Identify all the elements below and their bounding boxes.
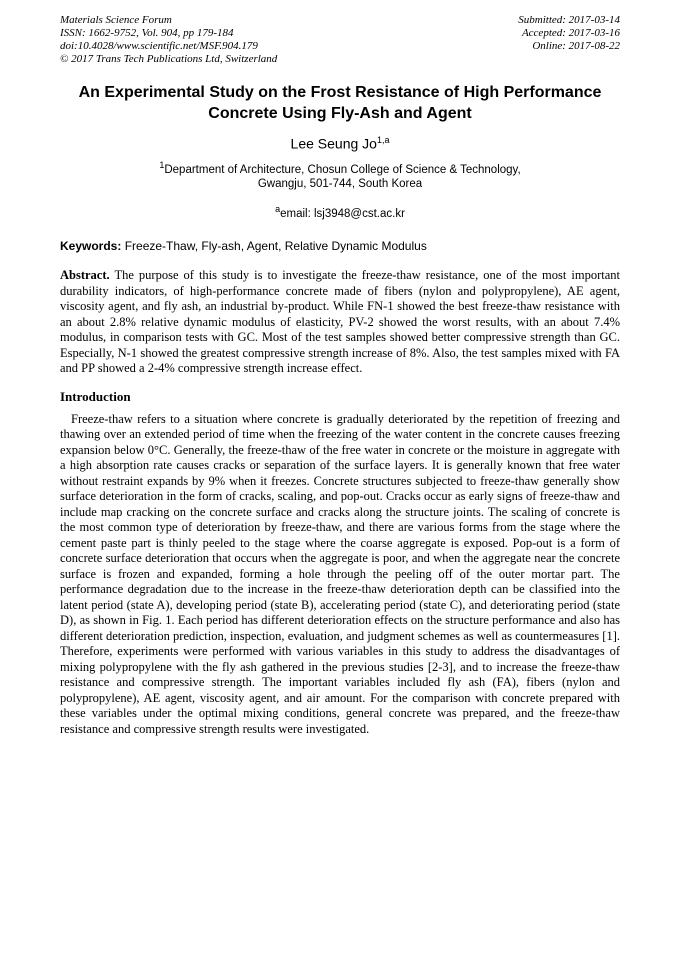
email-superscript: a <box>275 204 281 215</box>
author-name: Lee Seung Jo <box>290 135 377 152</box>
author-superscript: 1,a <box>376 135 390 145</box>
affiliation-superscript: 1 <box>159 159 165 170</box>
author-line <box>60 130 620 154</box>
page-header <box>60 14 620 66</box>
abstract-label: Abstract. <box>60 268 110 283</box>
title-line-1: An Experimental Study on the Frost Resistance of High Performance <box>78 84 602 101</box>
title-line-2: Concrete Using Fly-Ash and Agent <box>208 105 472 122</box>
email-text: email: lsj3948@cst.ac.kr <box>280 208 405 221</box>
date-online: Online: 2017-08-22 <box>532 40 620 52</box>
email-line <box>60 202 620 222</box>
page-title <box>60 82 620 124</box>
section-heading-introduction: Introduction <box>60 388 131 404</box>
journal-info <box>60 14 277 66</box>
date-submitted: Submitted: 2017-03-14 <box>518 14 620 26</box>
keywords-text: Freeze-Thaw, Fly-ash, Agent, Relative Dynamic Modulus <box>121 239 427 254</box>
submission-dates <box>518 14 620 53</box>
affiliation-line-1: Department of Architecture, Chosun College of Science & Technology, <box>164 163 521 176</box>
date-accepted: Accepted: 2017-03-16 <box>521 27 620 39</box>
journal-copyright: © 2017 Trans Tech Publications Ltd, Switzerland <box>60 53 278 65</box>
affiliation <box>60 158 620 193</box>
keywords-line <box>60 238 620 254</box>
abstract <box>60 268 620 377</box>
keywords-label: Keywords: <box>60 239 122 254</box>
introduction-paragraph: Freeze-thaw refers to a situation where concrete is gradually deteriorated by the repetition of freezing and thawing over an extended period of time when the freezing of the water content in the concrete causes freezing expansion below 0°C. Generally, the freeze-thaw of the free water in concrete or the moisture in aggregate with a high absorption rate causes cracks or separation of the surface layers. It is generally known that free water without restraint expands by 9% when it freezes. Concrete structures subjected to freeze-thaw generally show surface deterioration in the form of cracks, scaling, and pop-out. Cracks occur as early signs of freeze-thaw and include map cracking on the concrete surface and cracks along the structure joints. The scaling of concrete is the most common type of deterioration by freeze-thaw, and there are various forms from the stage where the cement paste part is thinly peeled to the stage where the coarse aggregate is exposed. Pop-out is a form of concrete surface deterioration that occurs when the aggregate is poor, and when the aggregate near the concrete surface is frozen and expanded, forming a hole through the peeling off of the outer mortar part. The performance degradation due to the increase in the freeze-thaw deterioration depth can be classified into the latent period (state A), developing period (state B), accelerating period (state C), and deteriorating period (state D), as shown in Fig. 1. Each period has different deterioration effects on the structure performance and also has different deterioration prediction, inspection, evaluation, and judgment schemes as well as countermeasures [1]. Therefore, experiments were performed with various variables in this study to address the disadvantages of mixing polypropylene with the fly ash gathered in the previous studies [2-3], and to increase the freeze-thaw resistance and compressive strength. The important variables included fly ash (FA), fibers (nylon and polypropylene), AE agent, viscosity agent, and air amount. For the comparison with concrete prepared with these variables under the optimal mixing conditions, general concrete was prepared, and the freeze-thaw resistance and compressive strength results were investigated. <box>60 411 620 736</box>
journal-doi: doi:10.4028/www.scientific.net/MSF.904.179 <box>60 40 258 52</box>
journal-issn: ISSN: 1662-9752, Vol. 904, pp 179-184 <box>60 27 234 39</box>
affiliation-line-2: Gwangju, 501-744, South Korea <box>257 178 423 191</box>
abstract-text: The purpose of this study is to investigate the freeze-thaw resistance, one of the most important durability indicators, of high-performance concrete made of fibers (nylon and polypropylene), AE agent, viscosity agent, and fly ash, an industrial by-product. While FN-1 showed the best freeze-thaw resistance with an about 2.8% relative dynamic modulus of elasticity, PV-2 showed the worst results, with an about 7.4% modulus, in comparison tests with GC. Most of the test samples showed better compressive strength than GC. Especially, N-1 showed the greatest compressive strength increase of 8%. Also, the test samples mixed with FA and PP showed a 2-4% compressive strength increase effect. <box>60 268 620 376</box>
journal-name: Materials Science Forum <box>60 14 172 26</box>
